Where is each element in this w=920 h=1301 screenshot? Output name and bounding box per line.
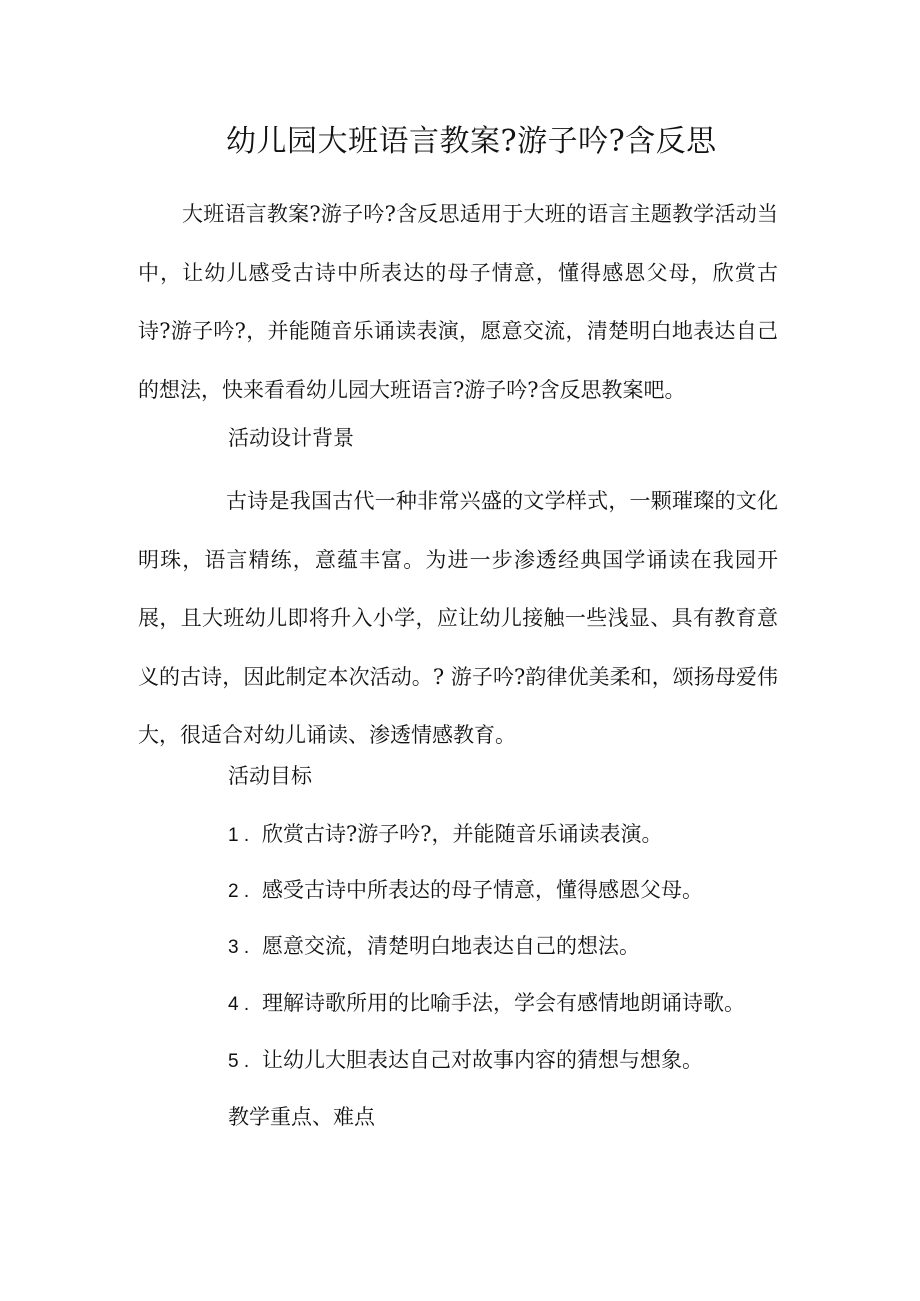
goal-text: 愿意交流，清楚明白地表达自己的想法。 <box>262 934 640 958</box>
goal-text: 让幼儿大胆表达自己对故事内容的猜想与想象。 <box>262 1048 703 1072</box>
section-heading-goals: 活动目标 <box>228 764 312 788</box>
background-paragraph: 古诗是我国古代一种非常兴盛的文学样式，一颗璀璨的文化明珠，语言精练，意蕴丰富。为进一步渗透经典国学诵读在我园开展，且大班幼儿即将升入小学，应让幼儿接触一些浅显、具有教育意义的古诗，因此制定本次活动。? 游子吟?韵律优美柔和，颂扬母爱伟大，很适合对幼儿诵读、渗透情感教育。 <box>138 489 778 747</box>
goal-item <box>228 814 663 856</box>
goal-number: 4 . <box>228 994 250 1015</box>
page-title: 幼儿园大班语言教案?游子吟?含反思 <box>226 124 717 159</box>
section-heading-background: 活动设计背景 <box>228 426 354 450</box>
goal-text: 理解诗歌所用的比喻手法，学会有感情地朗诵诗歌。 <box>262 991 745 1015</box>
goal-number: 2 . <box>228 881 250 902</box>
intro-paragraph: 大班语言教案?游子吟?含反思适用于大班的语言主题教学活动当中，让幼儿感受古诗中所表达的母子情意，懂得感恩父母，欣赏古诗?游子吟?，并能随音乐诵读表演，愿意交流，清楚明白地表达自己的想法，快来看看幼儿园大班语言?游子吟?含反思教案吧。 <box>138 202 778 402</box>
goal-number: 3 . <box>228 937 250 958</box>
goal-item <box>228 870 703 912</box>
goal-text: 欣赏古诗?游子吟?，并能随音乐诵读表演。 <box>262 822 663 846</box>
goal-item <box>228 983 745 1025</box>
goal-number: 1 . <box>228 825 250 846</box>
goal-text: 感受古诗中所表达的母子情意，懂得感恩父母。 <box>262 878 703 902</box>
goal-item <box>228 1040 703 1082</box>
goal-number: 5 . <box>228 1051 250 1072</box>
goal-item <box>228 926 640 968</box>
section-heading-keypoints: 教学重点、难点 <box>228 1105 375 1129</box>
